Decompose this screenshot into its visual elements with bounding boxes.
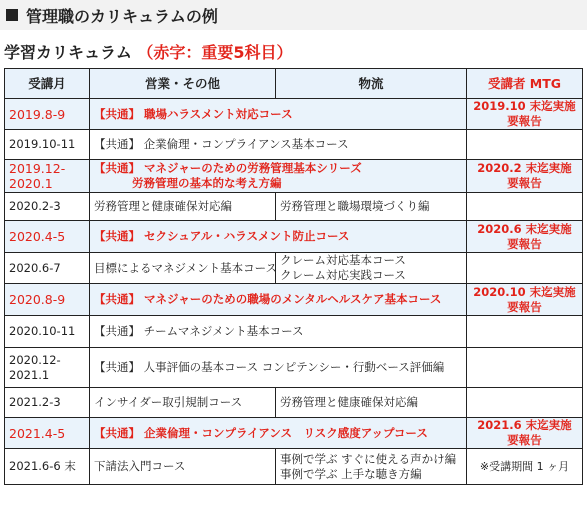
mtg-cell [467,316,583,348]
page-title-bar [0,0,587,30]
course-line: 労務管理の基本的な考え方編 [132,176,282,190]
mtg-line: 要報告 [507,236,542,251]
month-line: 2019.8-9 [9,106,66,122]
month-cell [5,388,90,418]
table-row [5,284,583,316]
section-heading-main: 学習カリキュラム [4,43,132,62]
common-course-cell [90,221,467,253]
table-row [5,253,583,284]
sales-line: 目標によるマネジメント基本コース [94,260,278,275]
mtg-cell [467,284,583,316]
table-row [5,388,583,418]
sales-line: 下請法入門コース [94,459,186,473]
mtg-cell [467,160,583,193]
section-heading-note: （赤字：重要5科目） [137,43,293,62]
month-line: 2020.12- [9,352,61,367]
common-course-cell [90,348,467,388]
course-line: 【共通】 チームマネジメント基本コース [94,324,304,338]
course-line: 【共通】 人事評価の基本コース コンピテンシー・行動ベース評価編 [94,360,445,374]
course-line: 【共通】 マネジャーのための労務管理基本シリーズ [94,161,362,175]
month-line: 2019.12- [9,161,66,176]
square-bullet-icon [6,9,18,21]
mtg-line: 2020.6 末迄実施 [477,221,572,236]
table-row [5,221,583,253]
month-cell [5,99,90,130]
table-row [5,418,583,449]
logistics-line: クレーム対応実践コース [280,268,406,282]
common-course-cell [90,160,467,193]
table-row [5,130,583,160]
table-row [5,160,583,193]
course-line: 【共通】 企業倫理・コンプライアンス リスク感度アップコース [94,425,428,440]
header-logistics: 物流 [276,69,467,99]
logistics-course-cell [276,253,467,284]
sales-course-cell [90,193,276,221]
common-course-cell [90,418,467,449]
common-course-cell [90,130,467,160]
mtg-cell [467,449,583,485]
month-line: 2021.6-6 末 [9,459,76,473]
mtg-cell [467,99,583,130]
logistics-line: 労務管理と職場環境づくり編 [280,199,430,213]
header-month: 受講月 [5,69,90,99]
course-line: 【共通】 マネジャーのための職場のメンタルヘルスケア基本コース [94,292,442,306]
month-line: 2021.1 [9,367,50,382]
mtg-line: 要報告 [507,114,542,128]
month-line: 2020.6-7 [9,260,61,275]
course-line: 【共通】 職場ハラスメント対応コース [94,106,293,121]
sales-line: インサイダー取引規制コース [94,395,243,409]
table-row [5,99,583,130]
section-heading [4,40,293,62]
logistics-line: 事例で学ぶ すぐに使える声かけ編 [280,451,457,466]
month-line: 2021.2-3 [9,395,61,409]
mtg-cell [467,418,583,449]
mtg-line: 2020.10 末迄実施 [473,284,576,299]
course-line: 【共通】 企業倫理・コンプライアンス基本コース [94,137,349,151]
month-line: 2019.10-11 [9,137,76,151]
month-line: 2020.10-11 [9,324,76,338]
month-line: 2021.4-5 [9,425,66,441]
mtg-cell [467,130,583,160]
header-sales: 営業・その他 [90,69,276,99]
month-cell [5,316,90,348]
mtg-cell [467,193,583,221]
sales-line: 労務管理と健康確保対応編 [94,199,232,213]
common-course-cell [90,316,467,348]
mtg-cell [467,221,583,253]
curriculum-table [4,68,583,485]
month-cell [5,449,90,485]
sales-course-cell [90,449,276,485]
month-cell [5,160,90,193]
month-line: 2020.8-9 [9,292,66,307]
month-cell [5,418,90,449]
mtg-line: 2019.10 末迄実施 [473,99,576,113]
mtg-line: 要報告 [507,299,542,314]
table-row [5,316,583,348]
mtg-line: 要報告 [507,176,542,190]
table-row [5,193,583,221]
table-header-row [5,69,583,99]
logistics-line: クレーム対応基本コース [280,253,406,267]
logistics-course-cell [276,193,467,221]
table-row [5,348,583,388]
logistics-line: 労務管理と健康確保対応編 [280,395,418,409]
mtg-line: ※受講期間 1 ヶ月 [479,460,570,473]
mtg-cell [467,253,583,284]
mtg-line: 2020.2 末迄実施 [477,161,572,175]
table-row [5,449,583,485]
sales-course-cell [90,388,276,418]
mtg-cell [467,388,583,418]
mtg-line: 要報告 [507,433,542,447]
month-cell [5,348,90,388]
common-course-cell [90,284,467,316]
month-cell [5,284,90,316]
mtg-line: 2021.6 末迄実施 [477,418,572,432]
month-cell [5,130,90,160]
mtg-cell [467,348,583,388]
month-line: 2020.1 [9,176,53,191]
common-course-cell [90,99,467,130]
table-body [5,99,583,485]
month-cell [5,253,90,284]
month-cell [5,221,90,253]
header-mtg: 受講者 MTG [467,69,583,99]
logistics-course-cell [276,388,467,418]
logistics-course-cell [276,449,467,485]
month-line: 2020.4-5 [9,229,66,244]
logistics-line: 事例で学ぶ 上手な聴き方編 [280,466,422,481]
page-title: 管理職のカリキュラムの例 [26,6,218,26]
month-cell [5,193,90,221]
sales-course-cell [90,253,276,284]
month-line: 2020.2-3 [9,199,61,213]
course-line: 【共通】 セクシュアル・ハラスメント防止コース [94,229,350,243]
